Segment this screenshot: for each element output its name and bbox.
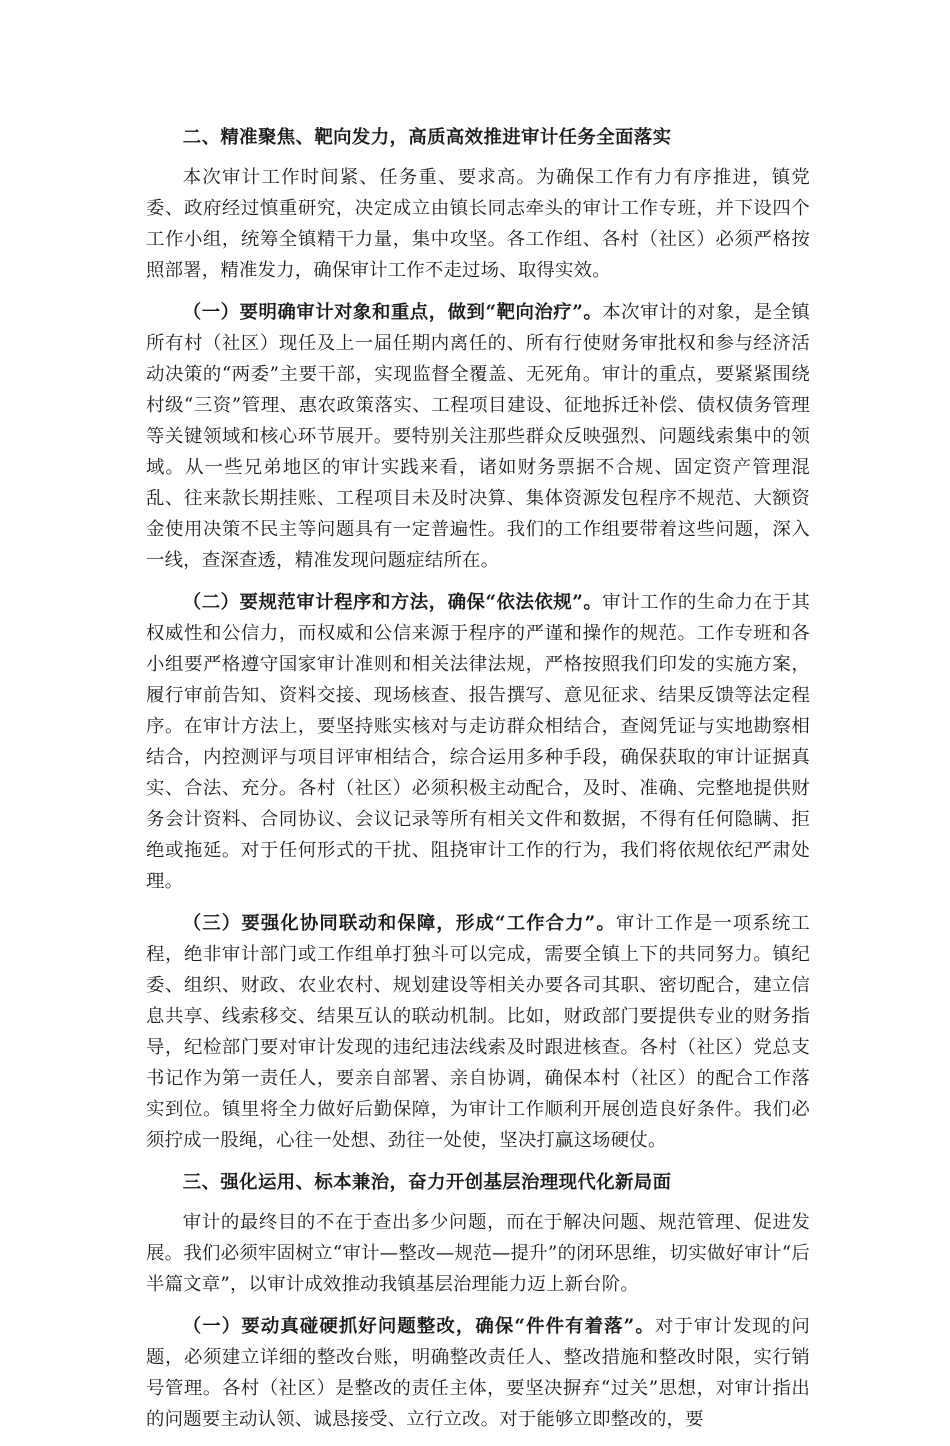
item-text: 审计工作是一项系统工程，绝非审计部门或工作组单打独斗可以完成，需要全镇上下的共同努力。镇纪委、组织、财政、农业农村、规划建设等相关办要各司其职、密切配合，建立信息共享、线索移交、结果互认的联动机制。比如，财政部门要提供专业的财务指导，纪检部门要对审计发现的违纪违法线索及时跟进核查。各村（社区）党总支书记作为第一责任人，要亲自部署、亲自协调，确保本村（社区）的配合工作落实到位。镇里将全力做好后勤保障，为审计工作顺利开展创造良好条件。我们必须拧成一股绳，心往一处想、劲往一处使，坚决打赢这场硬仗。: [146, 913, 810, 1151]
section-2-item-2: [146, 587, 810, 897]
item-lead: （三）要强化协同联动和保障，形成“工作合力”。: [182, 913, 616, 934]
section-2-item-3: [146, 908, 810, 1156]
section-3-item-1: [146, 1311, 810, 1435]
section-2-item-1: [146, 297, 810, 576]
item-lead: （一）要动真碰硬抓好问题整改，确保“件件有着落”。: [182, 1316, 655, 1337]
item-text: 对于审计发现的问题，必须建立详细的整改台账，明确整改责任人、整改措施和整改时限，实行销号管理。各村（社区）是整改的责任主体，要坚决摒弃“过关”思想，对审计指出的问题要主动认领、诚恳接受、立行立改。对于能够立即整改的，要: [146, 1316, 810, 1430]
item-lead: （二）要规范审计程序和方法，确保“依法依规”。: [182, 592, 603, 613]
item-text: 本次审计的对象，是全镇所有村（社区）现任及上一届任期内离任的、所有行使财务审批权和参与经济活动决策的“两委”主要干部，实现监督全覆盖、无死角。审计的重点，要紧紧围绕村级“三资”管理、惠农政策落实、工程项目建设、征地拆迁补偿、债权债务管理等关键领域和核心环节展开。要特别关注那些群众反映强烈、问题线索集中的领域。从一些兄弟地区的审计实践来看，诸如财务票据不合规、固定资产管理混乱、往来款长期挂账、工程项目未及时决算、集体资源发包程序不规范、大额资金使用决策不民主等问题具有一定普遍性。我们的工作组要带着这些问题，深入一线，查深查透，精准发现问题症结所在。: [146, 302, 811, 571]
item-text: 审计工作的生命力在于其权威性和公信力，而权威和公信来源于程序的严谨和操作的规范。工作专班和各小组要严格遵守国家审计准则和相关法律法规，严格按照我们印发的实施方案，履行审前告知、资料交接、现场核查、报告撰写、意见征求、结果反馈等法定程序。在审计方法上，要坚持账实核对与走访群众相结合，查阅凭证与实地勘察相结合，内控测评与项目评审相结合，综合运用多种手段，确保获取的审计证据真实、合法、充分。各村（社区）必须积极主动配合，及时、准确、完整地提供财务会计资料、合同协议、会议记录等所有相关文件和数据，不得有任何隐瞒、拒绝或拖延。对于任何形式的干扰、阻挠审计工作的行为，我们将依规依纪严肃处理。: [146, 592, 811, 892]
section-3-intro: 审计的最终目的不在于查出多少问题，而在于解决问题、规范管理、促进发展。我们必须牢固树立“审计—整改—规范—提升”的闭环思维，切实做好审计“后半篇文章”，以审计成效推动我镇基层治理能力迈上新台阶。: [146, 1212, 810, 1295]
section-heading-3: 三、强化运用、标本兼治，奋力开创基层治理现代化新局面: [182, 1172, 672, 1193]
section-2-intro: 本次审计工作时间紧、任务重、要求高。为确保工作有力有序推进，镇党委、政府经过慎重研究，决定成立由镇长同志牵头的审计工作专班，并下设四个工作小组，统筹全镇精干力量，集中攻坚。各工作组、各村（社区）必须严格按照部署，精准发力，确保审计工作不走过场、取得实效。: [146, 167, 810, 281]
section-heading-2: 二、精准聚焦、靶向发力，高质高效推进审计任务全面落实: [182, 127, 672, 148]
item-lead: （一）要明确审计对象和重点，做到“靶向治疗”。: [182, 302, 603, 323]
document-page: [146, 122, 810, 1446]
